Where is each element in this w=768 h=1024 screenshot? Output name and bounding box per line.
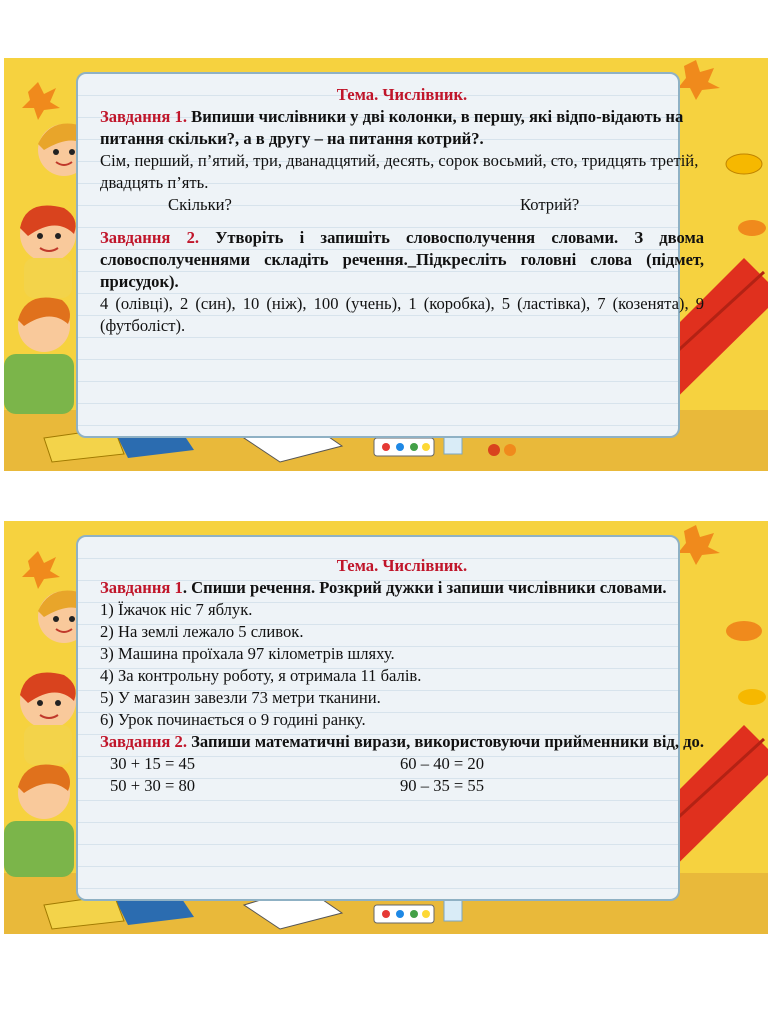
sentence-item: 4) За контрольну роботу, я отримала 11 балів. [100,666,422,685]
worksheet-card-1 [4,58,768,471]
task-instruction: Випиши числівники у дві колонки, в першу, які відпо-відають на питання скільки?, а в другу – на питання котрий?. [100,107,684,148]
task-label: Завдання 1. [100,107,187,126]
task-label: Завдання 2. [100,228,200,247]
task-2 [100,227,704,293]
maple-leaf-icon [22,551,60,589]
task-label: Завдання 2. [100,732,187,751]
task-text-block [100,555,704,797]
maple-leaf-icon [22,82,60,120]
sentence-item: 1) Їжачок ніс 7 яблук. [100,600,253,619]
column-heading-right: Котрий? [520,195,580,214]
task-1 [100,106,704,150]
task-separator: . [182,578,187,597]
topic-title: Тема. Числівник. [336,85,468,104]
task-2-words: 4 (олівці), 2 (син), 10 (ніж), 100 (учень), 1 (коробка), 5 (ластівка), 7 (козенята), 9 (футболіст). [100,294,704,335]
task-instruction: Спиши речення. Розкрий дужки і запиши числівники словами. [187,578,667,597]
math-expressions [100,753,704,775]
task-text-block [100,84,704,337]
task-instruction: Утворіть і запишіть словосполучення словами. З двома словосполученнями складіть речення._Підкресліть головні слова (підмет, присудок). [100,228,704,291]
sentence-item: 6) Урок починається о 9 годині ранку. [100,710,366,729]
task-instruction: Запиши математичні вирази, використовуючи прийменники від, до. [187,732,704,751]
math-expression: 30 + 15 = 45 [110,754,196,773]
math-expressions [100,775,704,797]
sentence-item: 2) На землі лежало 5 сливок. [100,622,304,641]
math-expression: 50 + 30 = 80 [110,776,196,795]
column-headings [100,194,704,216]
math-expression: 60 – 40 = 20 [400,754,485,773]
sentence-item: 5) У магазин завезли 73 метри тканини. [100,688,381,707]
sentence-item: 3) Машина проїхала 97 кілометрів шляху. [100,644,395,663]
task-1-words: Сім, перший, п’ятий, три, дванадцятий, десять, сорок восьмий, сто, тридцять третій, двадцять п’ять. [100,151,699,192]
topic-title: Тема. Числівник. [336,556,468,575]
task-1 [100,577,704,599]
task-label: Завдання 1 [100,578,183,597]
column-heading-left: Скільки? [168,195,232,214]
task-2 [100,731,704,753]
worksheet-card-2 [4,521,768,934]
math-expression: 90 – 35 = 55 [400,776,485,795]
